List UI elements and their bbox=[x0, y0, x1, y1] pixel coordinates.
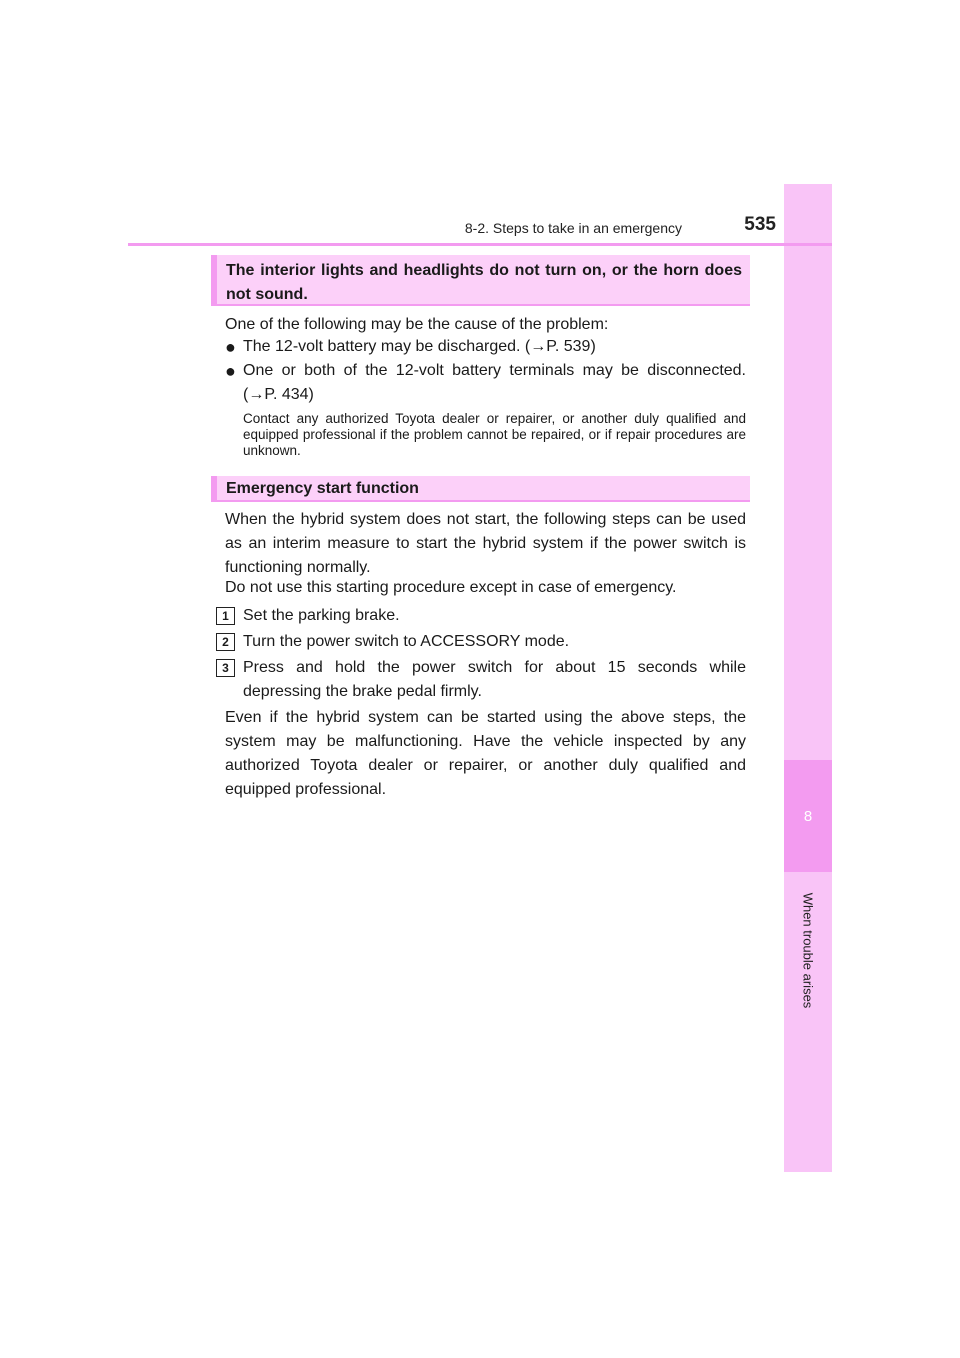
bullet-icon: ● bbox=[225, 361, 236, 381]
bullet-text: One or both of the 12-volt battery terminals may be disconnected. (→P. 434) bbox=[243, 362, 746, 403]
bullet-item bbox=[225, 359, 746, 407]
bullet-icon: ● bbox=[225, 337, 236, 357]
section2-paragraph-1: When the hybrid system does not start, the following steps can be used as an interim measure to start the hybrid system if the power switch is functioning normally. bbox=[225, 511, 746, 576]
step-text: Set the parking brake. bbox=[243, 607, 400, 624]
section2-paragraph-2: Do not use this starting procedure except in case of emergency. bbox=[225, 579, 677, 596]
section1-note: Contact any authorized Toyota dealer or repairer, or another duly qualified and equipped professional if the problem cannot be repaired, or if repair procedures are unknown. bbox=[243, 411, 746, 458]
chapter-tab bbox=[784, 184, 832, 1172]
section-label: 8-2. Steps to take in an emergency bbox=[464, 220, 682, 236]
step-text: Turn the power switch to ACCESSORY mode. bbox=[243, 633, 570, 650]
chapter-number: 8 bbox=[784, 760, 832, 872]
bullet-text: The 12-volt battery may be discharged. (→P. 539) bbox=[243, 338, 596, 355]
section1-intro: One of the following may be the cause of the problem: bbox=[225, 316, 609, 333]
step-number-badge: 3 bbox=[216, 659, 235, 677]
section-heading-emergency-start: Emergency start function bbox=[211, 476, 750, 502]
section2-paragraph-3: Even if the hybrid system can be started using the above steps, the system may be malfunctioning. Have the vehicle inspected by any authorized Toyota dealer or repairer, or another duly qualified and equipped professional. bbox=[225, 709, 746, 798]
step-text: Press and hold the power switch for about 15 seconds while depressing the brake pedal firmly. bbox=[243, 659, 746, 700]
page-number: 535 bbox=[744, 214, 776, 235]
section-heading-lights: The interior lights and headlights do not turn on, or the horn does not sound. bbox=[211, 255, 750, 306]
step-item bbox=[216, 604, 746, 628]
step-number-badge: 1 bbox=[216, 607, 235, 625]
bullet-item bbox=[225, 335, 746, 359]
step-number-badge: 2 bbox=[216, 633, 235, 651]
step-item bbox=[216, 630, 746, 654]
chapter-title bbox=[784, 880, 832, 1020]
step-item bbox=[216, 656, 746, 704]
header-divider bbox=[128, 243, 832, 246]
chapter-title-text: When trouble arises bbox=[800, 892, 816, 1008]
